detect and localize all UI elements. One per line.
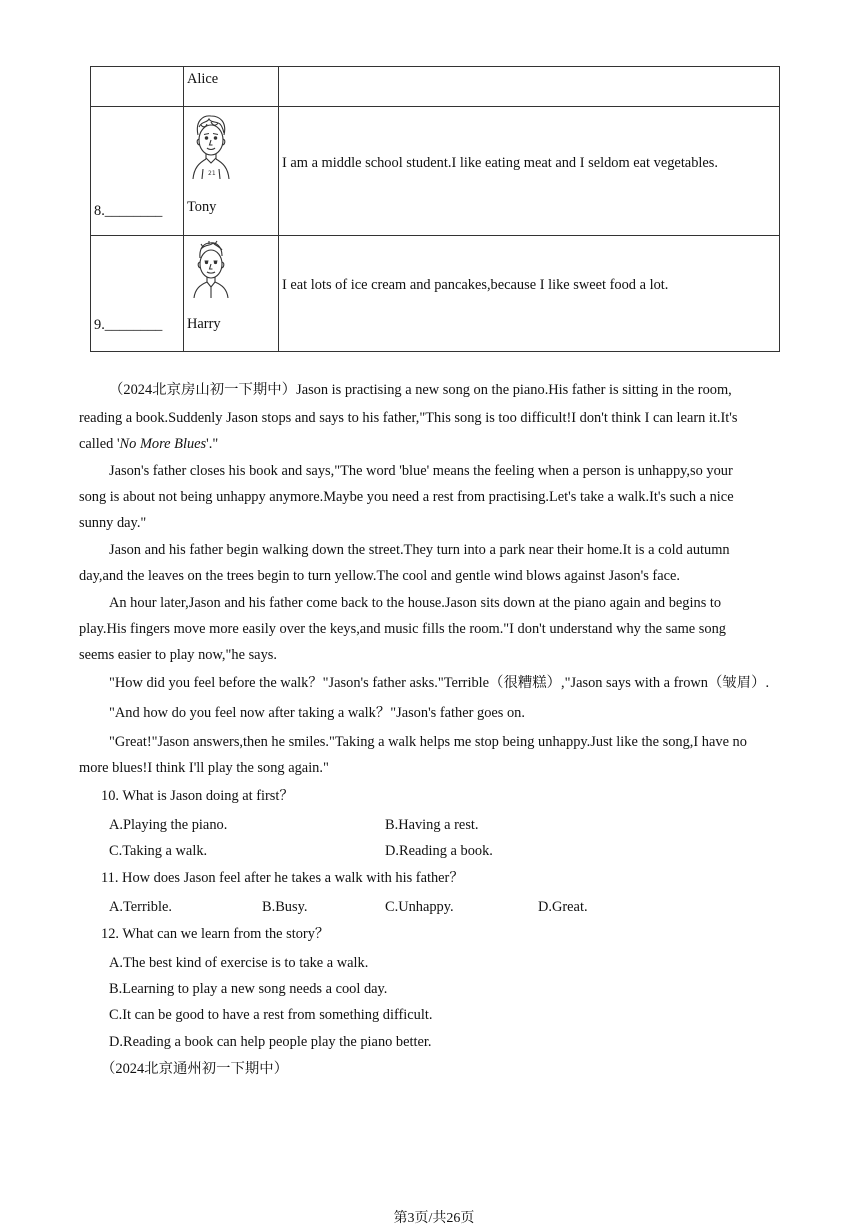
passage-line: An hour later,Jason and his father come back to the house.Jason sits down at the piano again and begins to: [109, 595, 722, 611]
option-a[interactable]: A.Terrible.: [109, 899, 172, 915]
table-cell-answer: [91, 67, 184, 107]
table-row: [91, 107, 780, 236]
question-10: 10. What is Jason doing at first？: [101, 788, 294, 804]
table-cell-person: [184, 236, 279, 352]
table-cell-statement: [279, 67, 780, 107]
answer-blank[interactable]: 9.________: [94, 317, 163, 333]
passage-line: more blues!I think I'll play the song again.": [79, 760, 329, 776]
passage-line: Jason's father closes his book and says,"The word 'blue' means the feeling when a person is unhappy,so your: [109, 463, 733, 479]
option-a[interactable]: A.The best kind of exercise is to take a walk.: [109, 955, 369, 971]
next-section-source: （2024北京通州初一下期中）: [101, 1061, 289, 1077]
question-11: 11. How does Jason feel after he takes a walk with his father？: [101, 870, 464, 886]
option-c[interactable]: C.It can be good to have a rest from something difficult.: [109, 1007, 433, 1023]
option-b[interactable]: B.Having a rest.: [385, 817, 479, 833]
passage-line: play.His fingers move more easily over the keys,and music fills the room."I don't understand why the same song: [79, 621, 726, 637]
table-cell-person: [184, 67, 279, 107]
passage-line: day,and the leaves on the trees begin to turn yellow.The cool and gentle wind blows against Jason's face.: [79, 568, 680, 584]
question-12: 12. What can we learn from the story？: [101, 926, 330, 942]
song-title: No More Blues: [119, 436, 207, 452]
option-d[interactable]: D.Reading a book can help people play the piano better.: [109, 1034, 432, 1050]
person-name: Alice: [187, 71, 219, 87]
table-cell-answer: [91, 236, 184, 352]
option-b[interactable]: B.Busy.: [262, 899, 308, 915]
table-cell-person: [184, 107, 279, 236]
option-a[interactable]: A.Playing the piano.: [109, 817, 228, 833]
option-c[interactable]: C.Unhappy.: [385, 899, 454, 915]
table-cell-statement: [279, 236, 780, 352]
option-d[interactable]: D.Reading a book.: [385, 843, 493, 859]
passage-line: sunny day.": [79, 515, 147, 531]
person-name: Harry: [187, 316, 221, 332]
table-row: [91, 236, 780, 352]
passage-line: Jason and his father begin walking down the street.They turn into a park near their home.It is a cold autumn: [109, 542, 730, 558]
table-cell-statement: [279, 107, 780, 236]
boy-portrait-illustration: [189, 113, 233, 179]
passage-line: （2024北京房山初一下期中）Jason is practising a new song on the piano.His father is sitting in the room,: [109, 382, 732, 398]
option-c[interactable]: C.Taking a walk.: [109, 843, 208, 859]
passage-line: "How did you feel before the walk？"Jason's father asks."Terrible（很糟糕）,"Jason says with a frown（皱眉）.: [109, 675, 770, 691]
matching-table: [90, 66, 780, 352]
person-name: Tony: [187, 199, 217, 215]
passage-line: "Great!"Jason answers,then he smiles."Taking a walk helps me stop being unhappy.Just like the song,I have no: [109, 734, 747, 750]
source-label: （2024北京房山初一下期中）: [109, 382, 297, 398]
svg-text:21: 21: [208, 170, 216, 177]
table-row: [91, 67, 780, 107]
statement-text: I am a middle school student.I like eating meat and I seldom eat vegetables.: [282, 155, 718, 171]
boy-portrait-illustration: [189, 240, 233, 298]
page-number: 第3页/共26页: [393, 1211, 475, 1226]
passage-line: reading a book.Suddenly Jason stops and says to his father,"This song is too difficult!I don't think I can learn it.It's: [79, 410, 738, 426]
passage-line: called 'No More Blues'.": [79, 436, 219, 452]
answer-blank[interactable]: 8.________: [94, 203, 163, 219]
passage-line: seems easier to play now,"he says.: [79, 647, 277, 663]
statement-text: I eat lots of ice cream and pancakes,because I like sweet food a lot.: [282, 277, 669, 293]
passage-line: song is about not being unhappy anymore.Maybe you need a rest from practising.Let's take a walk.It's such a nice: [79, 489, 734, 505]
table-cell-answer: [91, 107, 184, 236]
option-d[interactable]: D.Great.: [538, 899, 588, 915]
passage-line: "And how do you feel now after taking a walk？"Jason's father goes on.: [109, 705, 525, 721]
option-b[interactable]: B.Learning to play a new song needs a cool day.: [109, 981, 388, 997]
